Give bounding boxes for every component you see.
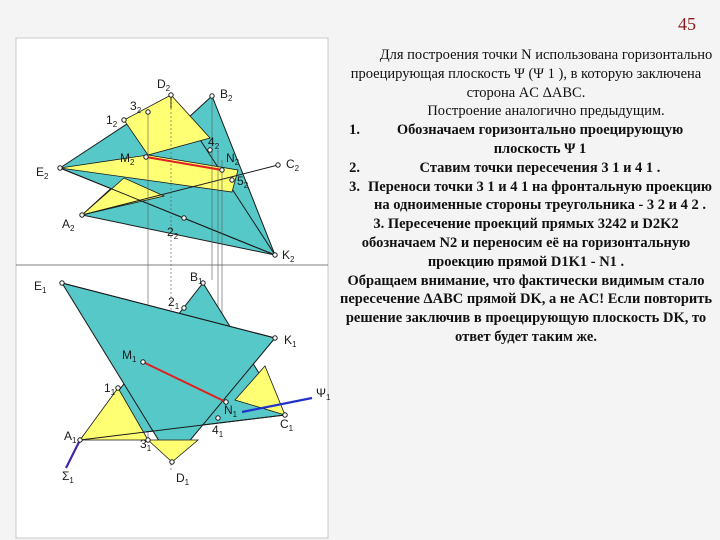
step-3 (338, 178, 714, 216)
label-k1: $K_1$ (284, 333, 297, 349)
step-1-text: Обозначаем горизонтально проецирующую плоскость Ψ 1 (396, 122, 684, 157)
label-1-1: $1_1$ (104, 381, 116, 397)
step-3-text: Переноси точки 3 1 и 4 1 на фронтальную проекцию на одноименные стороны треугольника - 3 2 и 4 2 . (368, 178, 712, 214)
point-k1 (273, 336, 277, 340)
label-e1: $E_1$ (34, 279, 47, 295)
label-b1: $B_1$ (190, 270, 203, 286)
label-a1: $A_1$ (64, 429, 77, 445)
label-a2: $A_2$ (62, 217, 75, 233)
point-1-1 (116, 386, 120, 390)
label-psi1: $\Psi_1$ (316, 386, 331, 402)
point-4-1 (216, 416, 220, 420)
point-a2 (80, 213, 84, 217)
point-b2 (210, 94, 214, 98)
label-3-2: $3_2$ (130, 99, 142, 115)
label-1-2: $1_2$ (106, 113, 118, 129)
step-1 (338, 121, 714, 159)
label-m2: $M_2$ (120, 151, 135, 167)
step-2-number: 2. (349, 159, 360, 176)
label-c2: $C_2$ (286, 157, 300, 173)
label-3-1: $3_1$ (140, 437, 152, 453)
point-3-2 (146, 110, 150, 114)
label-sigma1: $\Sigma_1$ (62, 469, 74, 485)
label-m1: $M_1$ (122, 348, 137, 364)
step-1-number: 1. (349, 122, 360, 139)
point-m2 (144, 155, 148, 159)
step-2-text: Ставим точки пересечения 3 1 и 4 1 . (419, 159, 661, 176)
page-number: 45 (678, 14, 696, 34)
point-n2 (220, 168, 224, 172)
label-2-2: $2_2$ (167, 225, 179, 241)
point-e2 (58, 166, 62, 170)
point-d2 (169, 93, 173, 97)
point-2-1 (182, 306, 186, 310)
point-a1 (78, 438, 82, 442)
label-c1: $C_1$ (280, 417, 294, 433)
label-b2: $B_2$ (220, 87, 233, 103)
label-2-1: $2_1$ (168, 295, 180, 311)
step-4-paragraph: 3. Пересечение проекций прямых 3242 и D2K2 обозначаем N2 и переносим её на горизонтальную проекцию прямой D1K1 - N1 . (361, 216, 691, 270)
point-d1 (170, 460, 174, 464)
similar-paragraph: Построение аналогично предыдущим. (427, 103, 665, 120)
point-5-2 (230, 178, 234, 182)
point-k2 (273, 253, 277, 257)
label-e2: $E_2$ (36, 165, 49, 181)
label-d2: $D_2$ (157, 77, 171, 93)
label-d1: $D_1$ (176, 471, 190, 487)
label-5-2: $5_2$ (237, 174, 249, 190)
point-2-2 (182, 216, 186, 220)
point-m1 (141, 360, 145, 364)
explanation-text (338, 46, 714, 536)
label-4-1: $4_1$ (212, 423, 224, 439)
step-2 (338, 159, 714, 178)
intro-paragraph: Для построения точки N использована горизонтально проецирующая плоскость Ψ (Ψ 1 ), в которую заключена сторона AC ΔABC. (350, 47, 713, 101)
label-n1: $N_1$ (224, 403, 238, 419)
label-n2: $N_2$ (226, 151, 240, 167)
step-3-number: 3. (349, 178, 360, 195)
label-4-2: $4_2$ (208, 135, 220, 151)
point-c2 (276, 163, 280, 167)
point-e1 (60, 281, 64, 285)
label-k2: $K_2$ (282, 248, 295, 264)
point-1-2 (122, 118, 126, 122)
conclusion-paragraph: Обращаем внимание, что фактически видимым стало пересечение ΔABC прямой DK, а не AC! Если повторить решение заключив в проецирующую плоскость DK, то ответ будет таким же. (339, 272, 713, 345)
